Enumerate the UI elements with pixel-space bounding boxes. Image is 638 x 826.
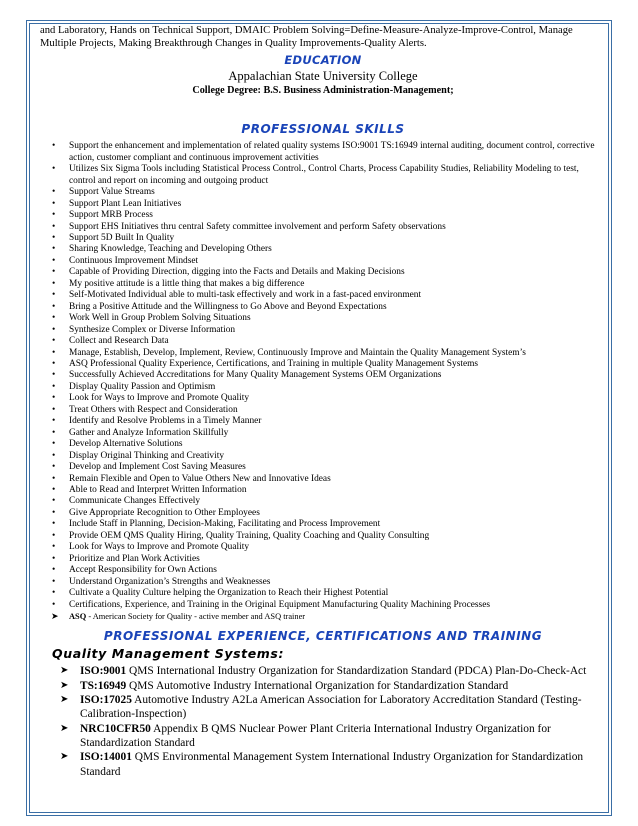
skill-text: Treat Others with Respect and Consideration	[69, 404, 238, 415]
skill-item	[40, 451, 606, 462]
bullet-icon: •	[52, 324, 56, 335]
skill-item	[40, 439, 606, 450]
bullet-icon: •	[52, 141, 56, 152]
skill-item	[40, 508, 606, 519]
education-heading: EDUCATION	[284, 53, 362, 68]
qms-item	[40, 750, 606, 779]
resume-page	[40, 24, 606, 779]
skill-text: ASQ Professional Quality Experience, Certifications, and Training in multiple Quality Management Systems	[69, 359, 479, 370]
skill-item	[40, 462, 606, 473]
bullet-icon: •	[52, 450, 56, 461]
education-degree: College Degree: B.S. Business Administration-Management;	[192, 85, 454, 97]
arrow-bullet-icon: ➤	[60, 751, 69, 763]
skill-text: Support Value Streams	[69, 187, 155, 198]
skills-list	[40, 141, 606, 622]
bullet-icon: •	[52, 198, 56, 209]
skill-item	[40, 542, 606, 553]
skill-text: Display Quality Passion and Optimism	[69, 381, 216, 392]
bullet-icon: •	[52, 187, 56, 198]
qms-item	[40, 664, 606, 678]
bullet-icon: •	[52, 347, 56, 358]
skill-item	[40, 588, 606, 599]
asq-label: ASQ	[69, 611, 87, 621]
bullet-icon: •	[52, 255, 56, 266]
skills-heading: PROFESSIONAL SKILLS	[241, 122, 405, 137]
bullet-icon: •	[52, 565, 56, 576]
skill-text: Utilizes Six Sigma Tools including Statistical Process Control., Control Charts, Process Capability Studies, Reliability Modeling to test, control and report on incoming and outgoing product	[69, 164, 579, 186]
bullet-icon: •	[52, 244, 56, 255]
intro-paragraph: and Laboratory, Hands on Technical Support, DMAIC Problem Solving=Define-Measure-Analyze-Improve-Control, Manage Multiple Projects, Making Breakthrough Changes in Quality Improvements-Quality Alerts.	[40, 25, 573, 50]
skill-text: Support Plant Lean Initiatives	[69, 198, 182, 209]
skill-item	[40, 416, 606, 427]
skill-text: Capable of Providing Direction, digging into the Facts and Details and Making Decisions	[69, 267, 405, 278]
qms-text: QMS International Industry Organization for Standardization Standard (PDCA) Plan-Do-Check-Act	[126, 665, 587, 678]
skill-text: Include Staff in Planning, Decision-Making, Facilitating and Process Improvement	[69, 519, 381, 530]
bullet-icon: •	[52, 210, 56, 221]
qms-code: ISO:9001	[80, 665, 127, 678]
skill-text: Communicate Changes Effectively	[69, 496, 201, 507]
skill-item	[40, 393, 606, 404]
arrow-bullet-icon: ➤	[60, 722, 69, 734]
skill-text: Synthesize Complex or Diverse Information	[69, 324, 236, 335]
skill-item	[40, 428, 606, 439]
skill-text: Prioritize and Plan Work Activities	[69, 553, 200, 564]
bullet-icon: •	[52, 485, 56, 495]
skill-text: Work Well in Group Problem Solving Situations	[69, 313, 251, 324]
skill-item	[40, 348, 606, 359]
qms-item	[40, 722, 606, 751]
skill-item	[40, 222, 606, 233]
skill-item	[40, 199, 606, 210]
qms-code: ISO:17025	[80, 694, 132, 707]
skill-text: Display Original Thinking and Creativity	[69, 450, 225, 461]
qms-text: Appendix B QMS Nuclear Power Plant Criteria International Industry Organization for Standardization Standard	[80, 722, 551, 749]
skill-item	[40, 370, 606, 381]
skill-text: My positive attitude is a little thing that makes a big difference	[69, 278, 305, 289]
skill-text: Sharing Knowledge, Teaching and Developing Others	[69, 244, 272, 255]
skill-item	[40, 485, 606, 496]
bullet-icon: •	[52, 221, 56, 232]
skill-item	[40, 244, 606, 255]
bullet-icon: •	[52, 393, 56, 404]
skill-item	[40, 519, 606, 530]
skill-text: Successfully Achieved Accreditations for Many Quality Management Systems OEM Organizations	[69, 370, 442, 381]
bullet-icon: •	[52, 290, 56, 301]
asq-item	[40, 611, 606, 622]
bullet-icon: •	[52, 530, 56, 541]
bullet-icon: •	[52, 416, 56, 427]
asq-text: - American Society for Quality - active member and ASQ trainer	[86, 611, 306, 621]
qms-code: TS:16949	[80, 679, 127, 692]
skill-text: Gather and Analyze Information Skillfully	[69, 427, 229, 438]
skill-item	[40, 359, 606, 370]
skill-item	[40, 496, 606, 507]
qms-item	[40, 679, 606, 693]
bullet-icon: •	[52, 462, 56, 473]
skill-text: Collect and Research Data	[69, 336, 169, 347]
skill-item	[40, 187, 606, 198]
skill-text: Provide OEM QMS Quality Hiring, Quality Training, Quality Coaching and Quality Consulting	[69, 530, 430, 541]
skill-text: Remain Flexible and Open to Value Others New and Innovative Ideas	[69, 473, 331, 484]
arrow-bullet-icon: ➤	[51, 610, 59, 621]
skill-text: Accept Responsibility for Own Actions	[69, 565, 217, 576]
bullet-icon: •	[52, 576, 56, 587]
skill-text: Able to Read and Interpret Written Information	[69, 485, 247, 495]
skill-text: Give Appropriate Recognition to Other Employees	[69, 507, 260, 518]
skill-item	[40, 565, 606, 576]
skill-item	[40, 531, 606, 542]
skill-text: Develop and Implement Cost Saving Measures	[69, 462, 246, 473]
skill-item	[40, 474, 606, 485]
skill-item	[40, 164, 606, 187]
qms-code: ISO:14001	[80, 751, 132, 764]
skill-item	[40, 256, 606, 267]
bullet-icon: •	[52, 599, 56, 610]
skill-text: Bring a Positive Attitude and the Willingness to Go Above and Beyond Expectations	[69, 301, 387, 312]
skill-text: Support 5D Built In Quality	[69, 233, 175, 244]
skill-text: Understand Organization’s Strengths and Weaknesses	[69, 576, 271, 587]
bullet-icon: •	[52, 473, 56, 484]
bullet-icon: •	[52, 588, 56, 599]
bullet-icon: •	[52, 439, 56, 450]
bullet-icon: •	[52, 370, 56, 381]
bullet-icon: •	[52, 404, 56, 415]
bullet-icon: •	[52, 542, 56, 553]
skill-text: Look for Ways to Improve and Promote Quality	[69, 393, 250, 404]
qms-text: QMS Environmental Management System International Industry Organization for Standardization Standard	[80, 751, 584, 778]
skill-text: Certifications, Experience, and Training in the Original Equipment Manufacturing Quality Machining Processes	[69, 599, 490, 610]
bullet-icon: •	[52, 496, 56, 507]
bullet-icon: •	[52, 381, 56, 392]
skill-item	[40, 233, 606, 244]
skill-text: Support MRB Process	[69, 210, 153, 221]
skill-item	[40, 141, 606, 164]
qms-text: QMS Automotive Industry International Organization for Standardization Standard	[126, 679, 509, 692]
arrow-bullet-icon: ➤	[60, 665, 69, 677]
skill-item	[40, 290, 606, 301]
bullet-icon: •	[52, 233, 56, 244]
skill-text: Develop Alternative Solutions	[69, 439, 183, 450]
experience-heading: PROFESSIONAL EXPERIENCE, CERTIFICATIONS AND TRAINING	[103, 629, 543, 644]
skill-text: Continuous Improvement Mindset	[69, 255, 199, 266]
skill-item	[40, 554, 606, 565]
skill-text: Support the enhancement and implementation of related quality systems ISO:9001 TS:16949 internal auditing, document control, corrective action, customer compliant and continuous improvement activities	[69, 141, 595, 163]
skill-item	[40, 325, 606, 336]
bullet-icon: •	[52, 507, 56, 518]
skill-text: Cultivate a Quality Culture helping the Organization to Reach their Highest Potential	[69, 588, 389, 599]
skill-item	[40, 302, 606, 313]
bullet-icon: •	[52, 267, 56, 278]
bullet-icon: •	[52, 427, 56, 438]
qms-heading: Quality Management Systems:	[52, 646, 285, 662]
qms-item	[40, 693, 606, 722]
bullet-icon: •	[52, 336, 56, 347]
bullet-icon: •	[52, 164, 56, 175]
bullet-icon: •	[52, 553, 56, 564]
arrow-bullet-icon: ➤	[60, 679, 69, 691]
qms-text: Automotive Industry A2La American Association for Laboratory Accreditation Standard (Testing-Calibration-Inspection)	[80, 694, 582, 721]
skill-text: Manage, Establish, Develop, Implement, Review, Continuously Improve and Maintain the Quality Management System’s	[69, 347, 526, 358]
education-school: Appalachian State University College	[228, 69, 418, 84]
skill-item	[40, 405, 606, 416]
arrow-bullet-icon: ➤	[60, 694, 69, 706]
skill-item	[40, 600, 606, 611]
bullet-icon: •	[52, 278, 56, 289]
skill-item	[40, 577, 606, 588]
bullet-icon: •	[52, 359, 56, 370]
skill-item	[40, 313, 606, 324]
qms-code: NRC10CFR50	[80, 722, 151, 735]
bullet-icon: •	[52, 313, 56, 324]
skill-item	[40, 279, 606, 290]
skill-text: Self-Motivated Individual able to multi-task effectively and work in a fast-paced environment	[69, 290, 422, 301]
bullet-icon: •	[52, 301, 56, 312]
skill-text: Look for Ways to Improve and Promote Quality	[69, 542, 250, 553]
skill-text: Identify and Resolve Problems in a Timely Manner	[69, 416, 262, 427]
skill-item	[40, 336, 606, 347]
skill-item	[40, 382, 606, 393]
skill-item	[40, 210, 606, 221]
qms-list	[40, 664, 606, 778]
skill-item	[40, 267, 606, 278]
bullet-icon: •	[52, 519, 56, 530]
skill-text: Support EHS Initiatives thru central Safety committee involvement and perform Safety observations	[69, 221, 446, 232]
